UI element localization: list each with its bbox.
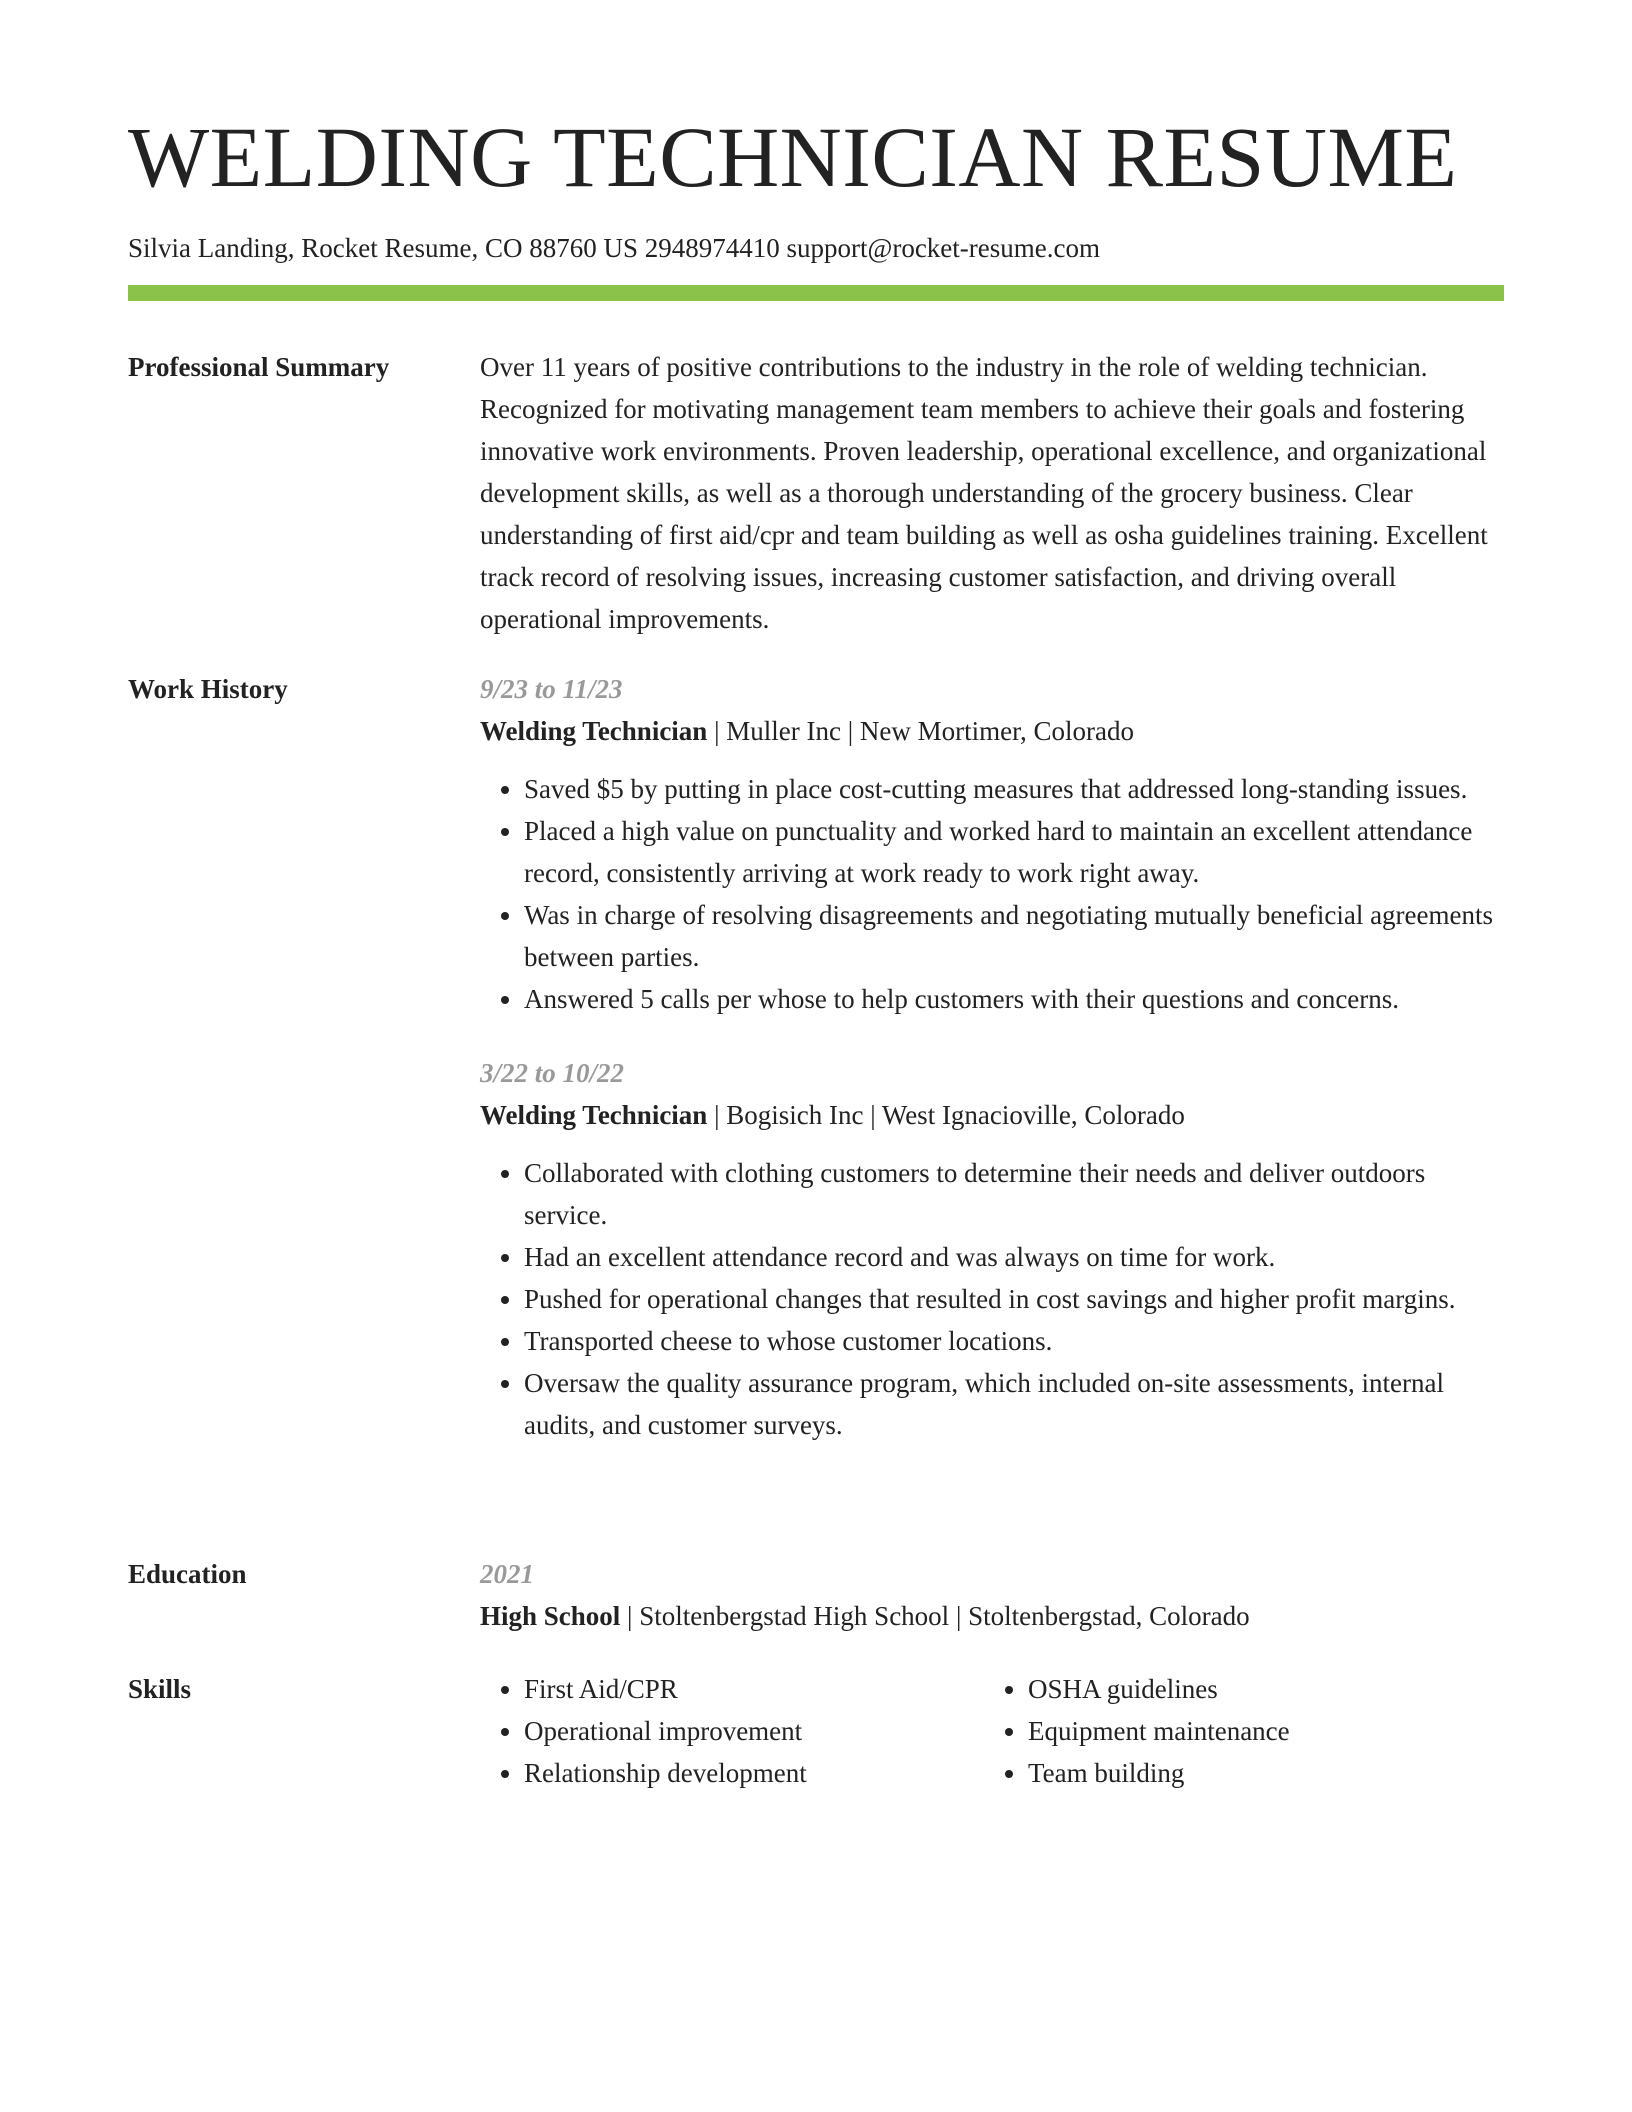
job-dates: 3/22 to 10/22: [480, 1058, 625, 1088]
skill-item: • Team building: [1028, 1752, 1488, 1794]
job-bullet: • Collaborated with clothing customers to determine their needs and deliver outdoors service.: [524, 1152, 1504, 1236]
education-degree: High School: [480, 1601, 621, 1631]
job-bullet: • Answered 5 calls per whose to help customers with their questions and concerns.: [524, 978, 1504, 1020]
job-bullet: • Had an excellent attendance record and was always on time for work.: [524, 1236, 1504, 1278]
job-bullets: [480, 1152, 1504, 1446]
skills-body: [480, 1668, 1504, 1794]
skill-item: • Equipment maintenance: [1028, 1710, 1488, 1752]
skill-item: • Operational improvement: [524, 1710, 984, 1752]
job-bullet: • Oversaw the quality assurance program, which included on-site assessments, internal audits, and customer surveys.: [524, 1362, 1504, 1446]
skills-columns: [480, 1668, 1504, 1794]
education-label: Education: [128, 1559, 247, 1589]
job-bullet: • Pushed for operational changes that resulted in cost savings and higher profit margins.: [524, 1278, 1504, 1320]
job-bullet: • Transported cheese to whose customer locations.: [524, 1320, 1504, 1362]
summary-label: Professional Summary: [128, 352, 390, 382]
job-bullets: [480, 768, 1504, 1020]
education-details: | Stoltenbergstad High School | Stoltenbergstad, Colorado: [620, 1601, 1250, 1631]
job-title: Welding Technician: [480, 1100, 708, 1130]
job-dates: 9/23 to 11/23: [480, 674, 623, 704]
resume-title: WELDING TECHNICIAN RESUME: [128, 109, 1458, 205]
job-entry: [480, 668, 1504, 1020]
job-details: | Bogisich Inc | West Ignacioville, Colorado: [707, 1100, 1185, 1130]
job-heading: [480, 1094, 1504, 1136]
job-details: | Muller Inc | New Mortimer, Colorado: [707, 716, 1134, 746]
skill-item: • First Aid/CPR: [524, 1668, 984, 1710]
summary-body: [480, 346, 1504, 640]
work-history-label: Work History: [128, 674, 288, 704]
job-bullet: • Placed a high value on punctuality and worked hard to maintain an excellent attendance record, consistently arriving at work ready to work right away.: [524, 810, 1504, 894]
skill-item: • OSHA guidelines: [1028, 1668, 1488, 1710]
job-entry: [480, 1052, 1504, 1446]
education-heading: [480, 1595, 1504, 1637]
work-history-body: [480, 668, 1504, 1478]
summary-text: Over 11 years of positive contributions to the industry in the role of welding technician. Recognized for motivating management team members to achieve their goals and fostering innovative work environments. Proven leadership, operational excellence, and organizational development skills, as well as a thorough understanding of the grocery business. Clear understanding of first aid/cpr and team building as well as osha guidelines training. Excellent track record of resolving issues, increasing customer satisfaction, and driving overall operational improvements.: [480, 352, 1488, 634]
education-body: [480, 1553, 1504, 1637]
contact-line: Silvia Landing, Rocket Resume, CO 88760 US 2948974410 support@rocket-resume.com: [128, 233, 1100, 263]
job-bullet: • Saved $5 by putting in place cost-cutting measures that addressed long-standing issues.: [524, 768, 1504, 810]
skills-list-right: [984, 1668, 1488, 1794]
skills-list-left: [480, 1668, 984, 1794]
skills-label: Skills: [128, 1674, 192, 1704]
accent-divider: [128, 285, 1504, 301]
job-heading: [480, 710, 1504, 752]
job-bullet: • Was in charge of resolving disagreements and negotiating mutually beneficial agreements between parties.: [524, 894, 1504, 978]
education-year: 2021: [480, 1559, 534, 1589]
skill-item: • Relationship development: [524, 1752, 984, 1794]
job-title: Welding Technician: [480, 716, 708, 746]
